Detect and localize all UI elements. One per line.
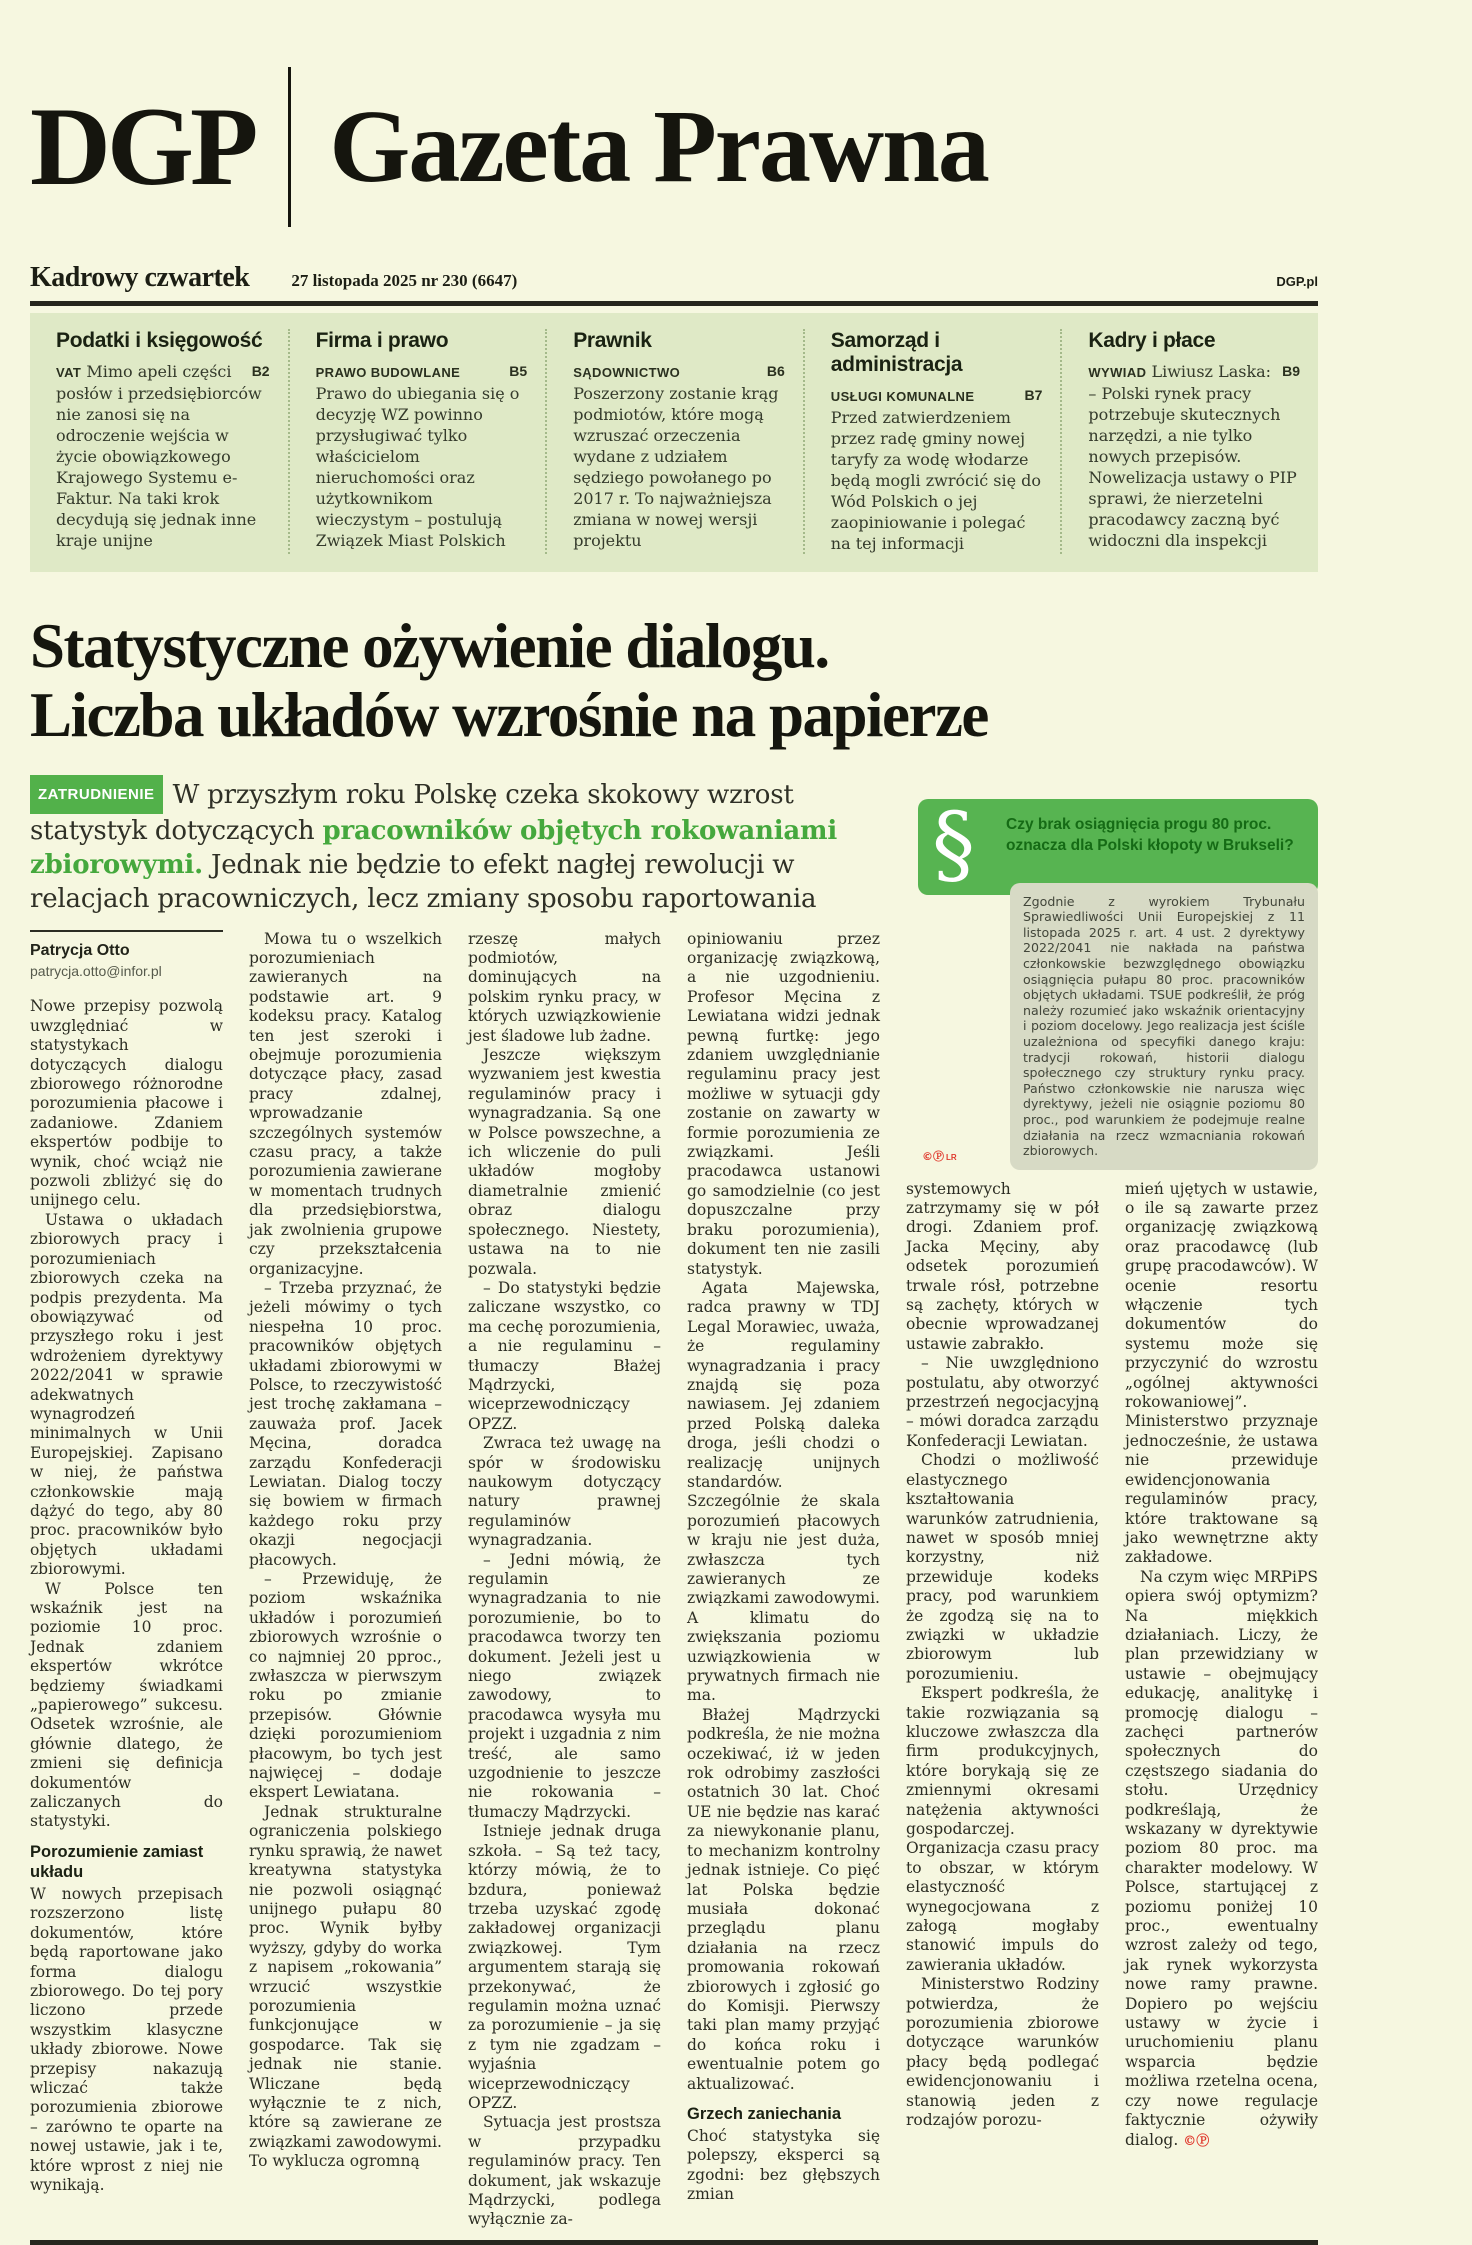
teaser-kicker: WYWIAD (1088, 365, 1147, 380)
deck (30, 775, 902, 916)
teaser-text: Poszerzony zostanie krąg podmiotów, które mogą wzruszać orzeczenia wydane z udziałem sędziego powołanego po 2017 r. To najważniejsza zmiana w nowej wersji projektu (573, 384, 779, 550)
teaser-page-ref: B6 (766, 363, 785, 379)
deck-text-after: Jednak nie będzie to efekt nagłej rewolucji w relacjach pracowniczych, lecz zmiany sposobu raportowania (30, 849, 817, 914)
bottom-rule (30, 2240, 1318, 2245)
article-paragraph: Sytuacja jest prostsza w przypadku regulaminów pracy. Ten dokument, jak wskazuje Mądrzycki, podlega wyłącznie za- (468, 2113, 661, 2229)
teaser-item (545, 329, 803, 554)
article-paragraph: mień ujętych w ustawie, o ile są zawarte przez organizację związkową oraz pracodawcę (lub grupę pracodawców). W ocenie resortu włączenie tych dokumentów do systemu może się przyczynić do wzrostu „ogólnej aktywności rokowaniowej”. Ministerstwo przyznaje jednocześnie, że ustawa nie przewiduje ewidencjonowania regulaminów pracy, które traktowane są jako wewnętrzne akty zakładowe. (1125, 1179, 1318, 1567)
paragraph-section-icon: § (932, 794, 975, 895)
article-paragraph: opiniowaniu przez organizację związkową, a nie uzgodnieniu. Profesor Męcina z Lewiatana widzi jednak pewną furtkę: jego zdaniem uwzględnianie regulaminu pracy jest możliwe w sytuacji gdy zostanie on zawarty w formie porozumienia ze związkami. Jeśli pracodawca ustanowi go samodzielnie (co jest dopuszczalne przy braku porozumienia), dokument ten nie zasili statystyk. (687, 929, 880, 1278)
teaser-item (288, 329, 546, 554)
teaser-text: Liwiusz Laska: – Polski rynek pracy potrzebuje skutecznych narzędzi, a nie tylko nowych przepisów. Nowelizacja ustawy o PIP sprawi, że nierzetelni pracodawcy zaczną być widoczni dla inspekcji (1088, 362, 1297, 550)
byline (30, 930, 223, 982)
issue-date: 27 listopada 2025 nr 230 (6647) (291, 271, 518, 290)
qa-answer: Zgodnie z wyrokiem Trybunału Sprawiedliwości Unii Europejskiej z 11 listopada 2025 r. art. 4 ust. 2 dyrektywy 2022/2041 nie nakłada na państwa członkowskie bezwzględnego obowiązku osiągnięcia pułapu 80 proc. pracowników objętych układami. TSUE podkreślił, że próg należy rozumieć jako wskaźnik orientacyjny i poziom docelowy. Jego realizacja jest ściśle uzależniona od specyfiki danego kraju: tradycji rokowań, historii dialogu społecznego czy struktury rynku pracy. Państwo członkowskie nie narusza więc dyrektywy, jeżeli nie osiągnie poziomu 80 proc., pod warunkiem że podejmuje realne działania na rzecz wzmacniania rokowań zbiorowych. (1023, 893, 1305, 1159)
article-subhead: Grzech zaniechania (687, 2104, 842, 2123)
qa-question: Czy brak osiągnięcia progu 80 proc. oznacza dla Polski kłopoty w Brukseli? (1006, 815, 1294, 854)
article-paragraph: Agata Majewska, radca prawny w TDJ Legal Morawiec, uważa, że regulaminy wynagradzania i pracy znajdą się poza nawiasem. Jej zdaniem przed Polską daleka droga, jeśli chodzi o realizację unijnych standardów. Szczególnie że skala porozumień płacowych w kraju nie jest duża, zwłaszcza tych zawieranych ze związkami zawodowymi. A klimatu do zwiększania poziomu uzwiązkowienia w prywatnych firmach nie ma. (687, 1278, 880, 1705)
teaser-kicker: VAT (56, 365, 82, 380)
author-email: patrycja.otto@infor.pl (30, 963, 162, 979)
teaser-row (30, 313, 1318, 572)
teaser-item (30, 329, 288, 554)
teaser-section-title: Podatki i księgowość (56, 329, 263, 352)
masthead (30, 62, 1318, 232)
teaser-kicker: PRAWO BUDOWLANE (315, 365, 461, 380)
teaser-text: Przed zatwierdzeniem przez radę gminy nowej taryfy za wodę włodarze będą mogli zwrócić się do Wód Polskich o jej zaopiniowanie i polegać na tej informacji (830, 408, 1042, 553)
article-paragraph: Chodzi o możliwość elastycznego kształtowania warunków zatrudnienia, nawet w sposób mniej korzystny, niż przewiduje kodeks pracy, pod warunkiem że zgodzą się na to związki w układzie zbiorowym lub porozumieniu. (906, 1451, 1099, 1683)
copyright-mark: ©Ⓟ LR (922, 1150, 957, 1164)
teaser-page-ref: B7 (1024, 387, 1043, 403)
dateline (30, 262, 1318, 294)
teaser-item (1060, 329, 1318, 554)
edition-name: Kadrowy czwartek (30, 262, 250, 293)
teaser-text: Mimo apeli części posłów i przedsiębiorców nie zanosi się na odroczenie wejścia w życie obowiązkowego Krajowego Systemu e-Faktur. Na taki krok decydują się jednak inne kraje unijne (56, 362, 262, 550)
main-headline (30, 612, 1318, 751)
deck-text: W przyszłym roku Polskę czeka skokowy wzrost statystyk dotyczących (30, 779, 794, 846)
article-column-4 (687, 930, 880, 2230)
article-paragraph: W Polsce ten wskaźnik jest na poziomie 10 proc. Jednak zdaniem ekspertów wkrótce będziemy świadkami „papierowego” sukcesu. Odsetek wzrośnie, ale głównie dlatego, że zmieni się definicja dokumentów zaliczanych do statystyki. (30, 1579, 223, 1831)
article-paragraph: Jednak strukturalne ograniczenia polskiego rynku sprawią, że nawet kreatywna statystyka nie pozwoli osiągnąć unijnego pułapu 80 proc. Wynik byłby wyższy, gdyby do worka z napisem „rokowania” wrzucić wszystkie porozumienia funkcjonujące w gospodarce. Tak się jednak nie stanie. Wliczane będą wyłącznie te z nich, które są zawierane ze związkami zawodowymi. To wyklucza ogromną (249, 1802, 442, 2171)
teaser-section-title: Samorząd i administracja (830, 329, 963, 376)
article (30, 775, 1318, 2245)
article-paragraph: Ministerstwo Rodziny potwierdza, że porozumienia zbiorowe dotyczące warunków płacy będą podlegać ewidencjonowaniu i stanowią jeden z rodzajów porozu- (906, 1975, 1099, 2130)
author-name: Patrycja Otto (30, 941, 130, 959)
article-end-copyright-mark: ©Ⓟ (1183, 2133, 1210, 2149)
deck-highlight: pracowników objętych rokowaniami zbiorowymi. (30, 815, 838, 880)
article-paragraph: Błażej Mądrzycki podkreśla, że nie można oczekiwać, iż w jeden rok odrobimy zaszłości ostatnich 30 lat. Choć UE nie będzie nas karać za niewykonanie planu, to mechanizm kontrolny jednak istnieje. Co pięć lat Polska będzie musiała dokonać przeglądu planu działania na rzecz promowania rokowań zbiorowych i zgłosić go do Komisji. Pierwszy taki plan mamy przyjąć do końca roku i ewentualnie potem go aktualizować. (687, 1705, 880, 2093)
article-paragraph: W nowych przepisach rozszerzono listę dokumentów, które będą raportowane jako forma dialogu zbiorowego. Do tej pory liczono przede wszystkim klasyczne układy zbiorowe. Nowe przepisy nakazują wliczać także porozumienia zbiorowe – zarówno te oparte na nowej ustawie, jak i te, które wprost z niej nie wynikają. (30, 1884, 223, 2194)
teaser-page-ref: B9 (1282, 363, 1300, 379)
headline-line-2: Liczba układów wzrośnie na papierze (30, 680, 988, 751)
logo-gazeta-prawna: Gazeta Prawna (329, 89, 988, 204)
article-paragraph: Choć statystyka się polepszy, eksperci są zgodni: bez głębszych zmian (687, 2126, 880, 2204)
article-paragraph: systemowych zatrzymamy się w pół drogi. Zdaniem prof. Jacka Męciny, aby odsetek porozumień trwale rósł, potrzebne są zachęty, których w obecnie wprowadzanej ustawie zabrakło. (906, 1179, 1099, 1353)
logo-dgp: DGP (30, 85, 255, 209)
article-column-1 (30, 930, 223, 2230)
qa-answer-box (922, 883, 1318, 1170)
article-paragraph: Nowe przepisy pozwolą uwzględniać w statystykach dotyczących dialogu zbiorowego różnorodne porozumienia płacowe i zadaniowe. Zdaniem ekspertów podbije to wynik, choć wciąż nie pozwoli zbliżyć się do unijnego celu. (30, 997, 223, 1210)
teaser-page-ref: B5 (509, 363, 528, 379)
article-paragraph: – Trzeba przyznać, że jeżeli mówimy o tych niespełna 10 proc. pracowników objętych układami zbiorowymi w Polsce, to rzeczywistość jest trochę zakłamana – zauważa prof. Jacek Męcina, doradca zarządu Konfederacji Lewiatan. Dialog toczy się bowiem w firmach każdego roku przy okazji negocjacji płacowych. (249, 1278, 442, 1569)
newspaper-front-page (30, 0, 1318, 2245)
qa-box (918, 794, 1318, 1170)
article-paragraph: Zwraca też uwagę na spór w środowisku naukowym dotyczący natury prawnej regulaminów wynagradzania. (468, 1434, 661, 1550)
article-paragraph: – Do statystyki będzie zaliczane wszystko, co ma cechę porozumienia, a nie regulaminu – tłumaczy Błażej Mądrzycki, wiceprzewodniczący OPZZ. (468, 1278, 661, 1433)
article-paragraph: – Przewiduję, że poziom wskaźnika układów i porozumień zbiorowych wzrośnie o co najmniej 20 pproc., zwłaszcza w pierwszym roku po zmianie przepisów. Głównie dzięki porozumieniom płacowym, bo tych jest najwięcej – dodaje ekspert Lewiatana. (249, 1570, 442, 1802)
article-paragraph: Na czym więc MRPiPS opiera swój optymizm? Na miękkich działaniach. Liczy, że plan przewidziany w ustawie – obejmujący edukację, analitykę i promocję dialogu – zachęci partnerów społecznych do częstszego siadania do stołu. Urzędnicy podkreślają, że wskazany w dyrektywie poziom 80 proc. ma charakter modelowy. W Polsce, startującej z poziomu poniżej 10 proc., ewentualny wzrost zależy od tego, jak rynek wykorzysta nowe ramy prawne. Dopiero po wejściu ustawy w życie i uruchomieniu planu wsparcia będzie możliwa rzetelna ocena, czy nowe regulacje faktycznie ożywiły dialog. ©Ⓟ (1125, 1567, 1318, 2149)
logo-separator (288, 67, 291, 227)
article-paragraph: – Nie uwzględniono postulatu, aby otworzyć przestrzeń negocjacyjną – mówi doradca zarządu Konfederacji Lewiatan. (906, 1354, 1099, 1450)
article-paragraph: Jeszcze większym wyzwaniem jest kwestia regulaminów pracy i wynagradzania. Są one w Polsce powszechne, a ich wliczenie do puli układów mogłoby diametralnie zmienić obraz dialogu społecznego. Niestety, ustawa na to nie pozwala. (468, 1046, 661, 1278)
teaser-text: Prawo do ubiegania się o decyzję WZ powinno przysługiwać tylko właścicielom nieruchomości oraz użytkownikom wieczystym – postulują Związek Miast Polskich (315, 384, 520, 550)
teaser-kicker: SĄDOWNICTWO (573, 365, 681, 380)
top-rule (30, 301, 1318, 306)
article-paragraph: Ustawa o układach zbiorowych pracy i porozumieniach zbiorowych czeka na podpis prezydenta. Ma obowiązywać od przyszłego roku i jest wdrożeniem dyrektywy 2022/2041 w sprawie adekwatnych wynagrodzeń minimalnych w Unii Europejskiej. Zapisano w niej, że państwa członkowskie mają dążyć do tego, aby 80 proc. pracowników było objętych układami zbiorowymi. (30, 1210, 223, 1579)
teaser-page-ref: B2 (251, 363, 270, 379)
teaser-item (803, 329, 1061, 554)
article-paragraph: Mowa tu o wszelkich porozumieniach zawieranych na podstawie art. 9 kodeksu pracy. Katalog ten jest szeroki i obejmuje porozumienia dotyczące płacy, zasad pracy zdalnej, wprowadzanie szczególnych systemów czasu pracy, a także porozumienia zawierane w momentach trudnych dla przedsiębiorstwa, jak zwolnienia grupowe czy przekształcenia organizacyjne. (249, 929, 442, 1278)
article-paragraph: Istnieje jednak druga szkoła. – Są też tacy, którzy mówią, że to bzdura, ponieważ trzeba uzyskać zgodę zakładowej organizacji związkowej. Tym argumentem starają się przekonywać, że regulamin można uznać za porozumienie – ja się z tym nie zgadzam – wyjaśnia wiceprzewodniczący OPZZ. (468, 1822, 661, 2112)
teaser-kicker: USŁUGI KOMUNALNE (830, 389, 975, 404)
article-paragraph: – Jedni mówią, że regulamin wynagradzania to nie porozumienie, bo to pracodawca tworzy ten dokument. Jeżeli jest u niego związek zawodowy, to pracodawca wysyła mu projekt i uzgadnia z nim treść, ale samo uzgodnienie to jeszcze nie rokowania – tłumaczy Mądrzycki. (468, 1550, 661, 1821)
teaser-section-title: Kadry i płace (1088, 329, 1216, 352)
article-paragraph: Ekspert podkreśla, że takie rozwiązania są kluczowe zwłaszcza dla firm produkcyjnych, które borykają się ze zmiennymi okresami natężenia aktywności gospodarczej. Organizacja czasu pracy to obszar, w którym elastyczność wynegocjowana z załogą mogłaby stanowić impuls do zawierania układów. (906, 1684, 1099, 1974)
article-paragraph: rzeszę małych podmiotów, dominujących na polskim rynku pracy, w których uzwiązkowienie jest śladowe lub żadne. (468, 929, 661, 1045)
article-subhead: Porozumienie zamiast układu (30, 1842, 204, 1881)
teaser-section-title: Prawnik (573, 329, 652, 352)
article-column-2 (249, 930, 442, 2230)
qa-question-box (918, 794, 1318, 895)
section-tag: ZATRUDNIENIE (30, 775, 163, 814)
site-url: DGP.pl (1276, 274, 1318, 289)
teaser-section-title: Firma i prawo (315, 329, 449, 352)
article-column-3 (468, 930, 661, 2230)
headline-line-1: Statystyczne ożywienie dialogu. (30, 611, 829, 681)
